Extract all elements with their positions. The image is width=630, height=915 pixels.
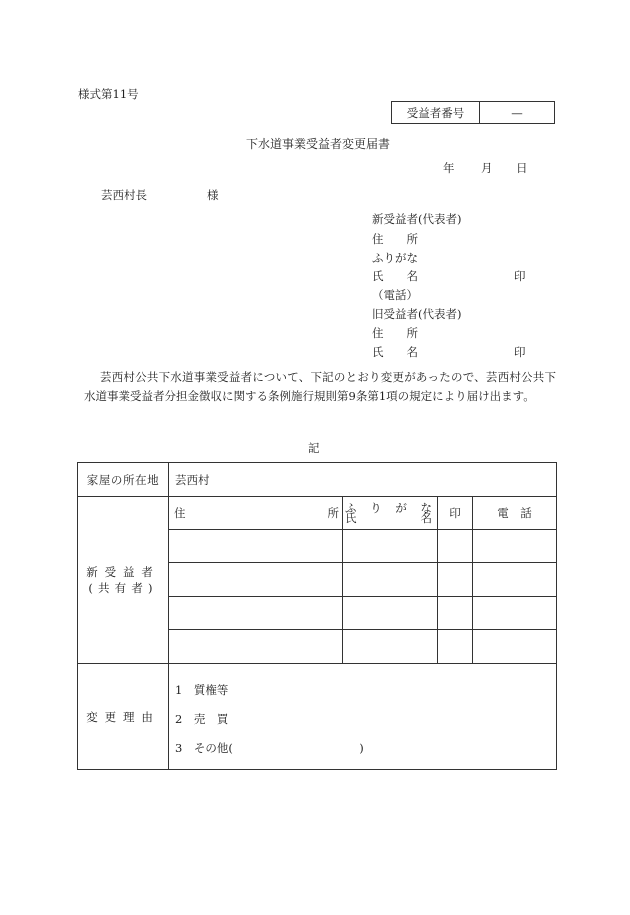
owner-seal-cell[interactable] [438,597,473,630]
new-beneficiary-header: 新受益者(代表者) [372,212,462,226]
owner-name-cell[interactable] [343,563,438,597]
owner-phone-cell[interactable] [473,530,557,563]
owner-address-cell[interactable] [169,597,343,630]
old-beneficiary-address-label: 住 所 [372,326,418,340]
new-beneficiary-label-line1: 新受益者 [86,565,160,579]
owner-seal-cell[interactable] [438,563,473,597]
form-number: 様式第11号 [78,87,139,101]
column-header-address-b: 所 [327,506,339,520]
ki-heading: 記 [308,441,320,455]
old-beneficiary-header: 旧受益者(代表者) [372,307,462,321]
owner-phone-cell[interactable] [473,597,557,630]
column-header-address [169,497,343,530]
change-reason-label: 変更理由 [78,664,169,770]
date-year-label: 年 [443,161,455,175]
column-header-address-a: 住 [174,506,186,520]
date-month-label: 月 [481,161,493,175]
owner-phone-cell[interactable] [473,563,557,597]
owner-address-cell[interactable] [169,530,343,563]
recipient-number-label: 受益者番号 [392,102,480,123]
house-location-value[interactable]: 芸西村 [169,463,557,497]
column-header-furigana-char: ふ [345,500,357,515]
addressee-name: 芸西村長 [101,188,147,202]
column-header-furigana-char: な [420,500,432,515]
new-beneficiary-furigana-label: ふりがな [372,251,418,265]
owner-seal-cell[interactable] [438,530,473,563]
owner-name-cell[interactable] [343,530,438,563]
new-beneficiary-label-line2: (共有者) [88,581,158,595]
column-header-name-a: 氏 [345,510,357,525]
owner-name-cell[interactable] [343,630,438,664]
old-beneficiary-seal-mark: 印 [514,345,526,359]
column-header-furigana-char: り [370,500,382,515]
date-day-label: 日 [516,161,528,175]
column-header-furigana-char: が [395,500,407,515]
column-header-seal: 印 [438,497,473,530]
column-header-phone: 電 話 [473,497,557,530]
addressee-honorific: 様 [207,188,219,202]
column-header-name-b: 名 [420,510,432,525]
new-beneficiary-phone-label: （電話） [372,288,418,302]
owner-address-cell[interactable] [169,563,343,597]
owner-name-cell[interactable] [343,597,438,630]
column-header-furigana-name [343,497,438,530]
owner-address-cell[interactable] [169,630,343,664]
new-beneficiary-label [78,497,169,664]
new-beneficiary-seal-mark: 印 [514,269,526,283]
owner-seal-cell[interactable] [438,630,473,664]
reason-option[interactable]: 2 売 買 [175,712,229,726]
reason-option[interactable]: 3 その他( ) [175,741,364,755]
new-beneficiary-name-label: 氏 名 [372,269,418,283]
recipient-number-box [391,101,555,124]
body-paragraph: 芸西村公共下水道事業受益者について、下記のとおり変更があったので、芸西村公共下水道事業受益者分担金徴収に関する条例施行規則第9条第1項の規定により届け出ます。 [84,370,556,403]
change-reason-cell [169,664,557,770]
house-location-label: 家屋の所在地 [78,463,169,497]
record-table [77,462,557,770]
new-beneficiary-address-label: 住 所 [372,232,418,246]
reason-option[interactable]: 1 質権等 [175,683,229,697]
owner-phone-cell[interactable] [473,630,557,664]
document-title: 下水道事業受益者変更届書 [246,137,391,151]
recipient-number-value[interactable]: — [511,105,523,120]
old-beneficiary-name-label: 氏 名 [372,345,418,359]
